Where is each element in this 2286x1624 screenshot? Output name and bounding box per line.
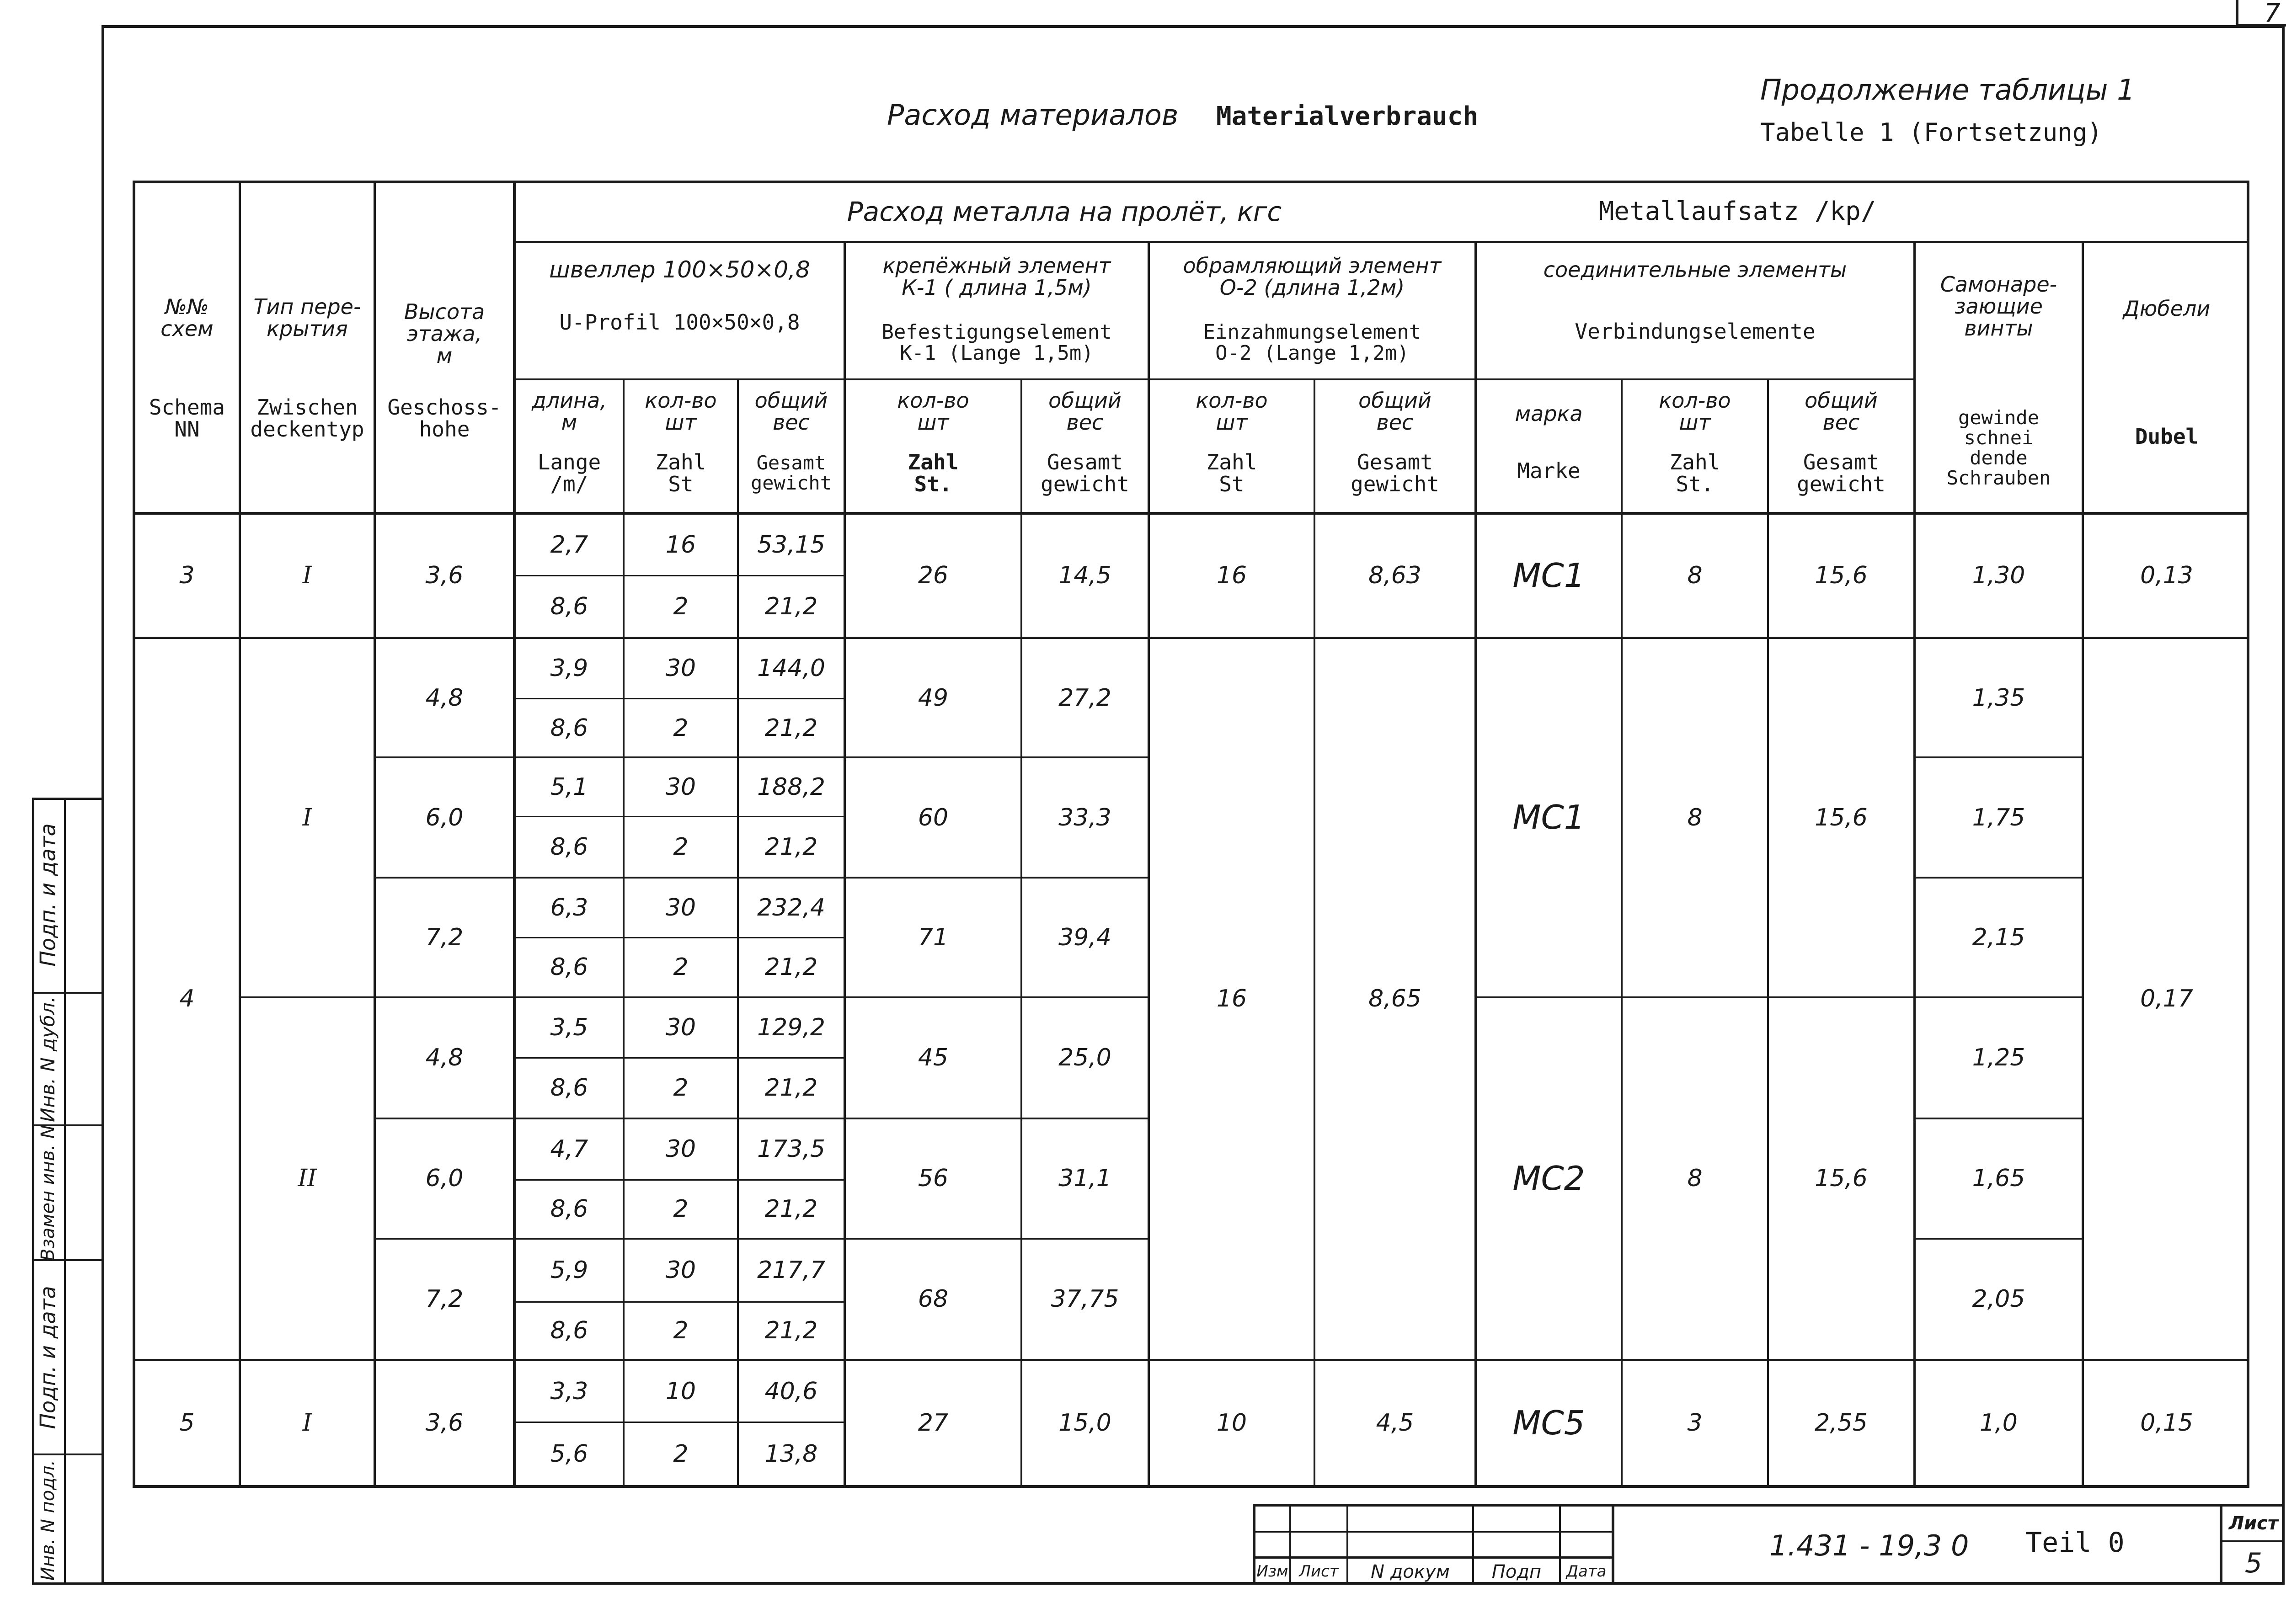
channel-ru: швеллер 100×50×0,8 <box>549 256 810 283</box>
s4-1-scr: 1,75 <box>1972 804 2025 831</box>
s4-5-scr: 2,05 <box>1972 1285 2025 1313</box>
s4-1-q1: 30 <box>665 773 696 801</box>
s4-4-kw: 31,1 <box>1058 1165 1111 1193</box>
s4-3-q2: 2 <box>673 1074 689 1102</box>
s5-ow: 4,5 <box>1376 1409 1414 1437</box>
s4-cq2: 8 <box>1687 1165 1703 1193</box>
s4-1-w2: 21,2 <box>764 833 818 861</box>
s4-5-q1: 30 <box>665 1257 696 1284</box>
s5-kw: 15,0 <box>1058 1409 1111 1437</box>
title-de: Materialverbrauch <box>1216 101 1479 131</box>
continuation-de: Tabelle 1 (Fortsetzung) <box>1760 118 2102 147</box>
s4-5-kw: 37,75 <box>1051 1285 1119 1313</box>
s4-0-w2: 21,2 <box>764 714 818 742</box>
stamp-label-1: Инв. N дубл. <box>37 996 59 1122</box>
screws-de: gewinde schnei dende Schrauben <box>1946 406 2051 490</box>
s4-5-l2: 8,6 <box>550 1317 588 1345</box>
dowel-ru: Дюбели <box>2123 296 2211 321</box>
col-no-de: Schema NN <box>149 394 225 442</box>
s3-w1: 53,15 <box>757 531 825 559</box>
s4-3-q1: 30 <box>665 1014 696 1042</box>
stamp-label-0: Подп. и дата <box>36 823 61 967</box>
tb-vline <box>1612 1504 1614 1585</box>
s4-type1: I <box>302 804 312 831</box>
s4-3-l2: 8,6 <box>550 1074 588 1102</box>
header-metal-ru: Расход металла на пролёт, кгс <box>847 196 1282 228</box>
s5-no: 5 <box>179 1409 195 1437</box>
sub-length-de: Lange /m/ <box>537 449 601 496</box>
col-type-de: Zwischen deckentyp <box>250 394 364 442</box>
s5-screws: 1,0 <box>1980 1409 2018 1437</box>
s5-dowel: 0,15 <box>2140 1409 2193 1437</box>
mark-de: Marke <box>1517 458 1581 483</box>
tb-col-doc: N докум <box>1371 1561 1450 1582</box>
s5-type: I <box>302 1409 312 1437</box>
sheet-label: Лист <box>2228 1513 2279 1534</box>
s4-0-kq: 49 <box>918 684 949 712</box>
title-ru: Расход материалов <box>887 98 1179 132</box>
s4-mark2: МС2 <box>1512 1159 1585 1198</box>
col-no-ru: №№ схем <box>160 294 214 341</box>
cqty-ru: кол-во шт <box>1659 388 1731 435</box>
oweight-ru: общий вес <box>1358 388 1431 435</box>
s3-dowel: 0,13 <box>2140 562 2193 590</box>
s5-w2: 13,8 <box>764 1440 818 1468</box>
s4-3-l1: 3,5 <box>550 1014 588 1042</box>
fweight-ru: общий вес <box>1048 388 1122 435</box>
s3-kw: 14,5 <box>1058 562 1111 590</box>
hline <box>513 378 1913 380</box>
s4-0-q2: 2 <box>673 714 689 742</box>
stamp-label-2: Взамен инв. N <box>37 1124 59 1261</box>
s4-3-h: 4,8 <box>425 1044 464 1072</box>
oweight-de: Gesamt gewicht <box>1351 449 1439 496</box>
s4-2-q2: 2 <box>673 953 689 981</box>
sub-length-ru: длина, м <box>532 388 607 435</box>
fqty-ru: кол-во шт <box>897 388 969 435</box>
s3-oq: 16 <box>1216 562 1247 590</box>
s4-0-h: 4,8 <box>425 684 464 712</box>
s4-3-w1: 129,2 <box>757 1014 825 1042</box>
s4-1-l2: 8,6 <box>550 833 588 861</box>
s4-4-w2: 21,2 <box>764 1195 818 1223</box>
s3-type: I <box>302 562 312 590</box>
col-height-ru: Высота этажа, м <box>404 299 485 368</box>
s4-0-scr: 1,35 <box>1972 684 2025 712</box>
s4-mark1: МС1 <box>1512 798 1585 837</box>
s5-cw: 2,55 <box>1815 1409 1868 1437</box>
cweight-de: Gesamt gewicht <box>1797 449 1885 496</box>
s4-2-w1: 232,4 <box>757 894 825 921</box>
s5-w1: 40,6 <box>764 1377 818 1405</box>
s3-q1: 16 <box>665 531 696 559</box>
fqty-de: Zahl St. <box>908 449 959 496</box>
sub-qty-de: Zahl St <box>655 449 706 496</box>
s4-oq: 16 <box>1216 985 1247 1013</box>
s5-cq: 3 <box>1687 1409 1703 1437</box>
connect-de: Verbindungselemente <box>1575 319 1816 344</box>
s3-screws: 1,30 <box>1972 562 2025 590</box>
s3-w2: 21,2 <box>764 592 818 620</box>
s5-l2: 5,6 <box>550 1440 588 1468</box>
tb-col-izm: Изм <box>1256 1562 1288 1581</box>
cweight-ru: общий вес <box>1805 388 1878 435</box>
dowel-de: Dubel <box>2135 424 2199 449</box>
col-type-ru: Тип пере- крытия <box>253 294 361 341</box>
s4-2-kq: 71 <box>918 923 949 951</box>
s4-3-scr: 1,25 <box>1972 1044 2025 1072</box>
s4-1-q2: 2 <box>673 833 689 861</box>
tb-col-list: Лист <box>1299 1562 1339 1581</box>
doc-code: 1.431 - 19,3 0 <box>1769 1529 1969 1562</box>
fweight-de: Gesamt gewicht <box>1041 449 1129 496</box>
s4-2-l1: 6,3 <box>550 894 588 921</box>
hline <box>513 241 2249 243</box>
s4-2-kw: 39,4 <box>1058 923 1111 951</box>
s3-cq: 8 <box>1687 562 1703 590</box>
s3-ow: 8,63 <box>1368 562 1421 590</box>
s4-1-l1: 5,1 <box>550 773 588 801</box>
s4-4-q1: 30 <box>665 1135 696 1163</box>
sub-weight-de: Gesamt gewicht <box>750 451 832 494</box>
sub-weight-ru: общий вес <box>754 388 828 435</box>
col-height-de: Geschoss- hohe <box>387 394 502 442</box>
s5-height: 3,6 <box>425 1409 464 1437</box>
corner-number: 7 <box>2264 0 2281 28</box>
oqty-de: Zahl St <box>1206 449 1257 496</box>
header-metal-de: Metallaufsatz /kp/ <box>1598 197 1876 227</box>
s4-5-q2: 2 <box>673 1317 689 1345</box>
cqty-de: Zahl St. <box>1669 449 1720 496</box>
fastener-ru: крепёжный элемент К-1 ( длина 1,5м) <box>882 253 1111 300</box>
s3-l2: 8,6 <box>550 592 588 620</box>
s4-4-scr: 1,65 <box>1972 1165 2025 1193</box>
sheet-number: 5 <box>2244 1547 2263 1579</box>
fastener-de: Befestigungselement К-1 (Lange 1,5m) <box>881 320 1112 365</box>
s4-0-l2: 8,6 <box>550 714 588 742</box>
s5-kq: 27 <box>918 1409 949 1437</box>
s5-q2: 2 <box>673 1440 689 1468</box>
s3-cw: 15,6 <box>1815 562 1868 590</box>
tb-col-sign: Подп <box>1491 1561 1542 1582</box>
s4-3-kq: 45 <box>918 1044 949 1072</box>
frame-el-ru: обрамляющий элемент О-2 (длина 1,2м) <box>1183 253 1442 300</box>
s4-cq1: 8 <box>1687 804 1703 831</box>
s5-oq: 10 <box>1216 1409 1247 1437</box>
s4-4-l1: 4,7 <box>550 1135 588 1163</box>
tb-hline <box>1253 1531 1612 1533</box>
s3-mark: МС1 <box>1512 556 1585 595</box>
s4-4-h: 6,0 <box>425 1165 464 1193</box>
s4-4-l2: 8,6 <box>550 1195 588 1223</box>
s4-5-h: 7,2 <box>425 1285 464 1313</box>
s4-no: 4 <box>179 985 195 1013</box>
s4-1-kw: 33,3 <box>1058 804 1111 831</box>
s4-1-w1: 188,2 <box>757 773 825 801</box>
s5-mark: МС5 <box>1512 1403 1585 1442</box>
s4-4-kq: 56 <box>918 1165 949 1193</box>
s4-0-w1: 144,0 <box>757 655 825 682</box>
s4-1-h: 6,0 <box>425 804 464 831</box>
frame-el-de: Einzahmungselement О-2 (Lange 1,2m) <box>1203 320 1421 365</box>
s5-q1: 10 <box>665 1377 696 1405</box>
s4-2-scr: 2,15 <box>1972 923 2025 951</box>
channel-de: U-Profil 100×50×0,8 <box>559 309 800 335</box>
s4-3-kw: 25,0 <box>1058 1044 1111 1072</box>
s4-5-l1: 5,9 <box>550 1257 588 1284</box>
stamp-label-4: Инв. N подл. <box>37 1459 59 1581</box>
s4-1-kq: 60 <box>918 804 949 831</box>
oqty-ru: кол-во шт <box>1196 388 1268 435</box>
tb-col-date: Дата <box>1566 1562 1607 1581</box>
screws-ru: Самонаре- зающие винты <box>1940 272 2057 341</box>
part-label: Teil 0 <box>2025 1527 2125 1559</box>
s4-2-q1: 30 <box>665 894 696 921</box>
s4-5-w1: 217,7 <box>757 1257 825 1284</box>
s4-type2: II <box>298 1165 317 1193</box>
sub-qty-ru: кол-во шт <box>645 388 717 435</box>
s4-cw1: 15,6 <box>1815 804 1868 831</box>
stamp-vline <box>64 798 66 1585</box>
s4-5-kq: 68 <box>918 1285 949 1313</box>
stamp-label-3: Подп. и дата <box>36 1285 61 1429</box>
s3-kq: 26 <box>918 562 949 590</box>
s4-2-h: 7,2 <box>425 923 464 951</box>
s4-0-q1: 30 <box>665 655 696 682</box>
mark-ru: марка <box>1515 401 1583 426</box>
s4-3-w2: 21,2 <box>764 1074 818 1102</box>
s3-q2: 2 <box>673 592 689 620</box>
s4-ow: 8,65 <box>1368 985 1421 1013</box>
s3-no: 3 <box>179 562 195 590</box>
s4-0-l1: 3,9 <box>550 655 588 682</box>
s4-2-l2: 8,6 <box>550 953 588 981</box>
s5-l1: 3,3 <box>550 1377 588 1405</box>
s4-dowel: 0,17 <box>2140 985 2193 1013</box>
s3-l1: 2,7 <box>550 531 588 559</box>
connect-ru: соединительные элементы <box>1543 257 1847 282</box>
s4-4-w1: 173,5 <box>757 1135 825 1163</box>
s4-4-q2: 2 <box>673 1195 689 1223</box>
s4-2-w2: 21,2 <box>764 953 818 981</box>
s3-height: 3,6 <box>425 562 464 590</box>
s4-0-kw: 27,2 <box>1058 684 1111 712</box>
continuation-ru: Продолжение таблицы 1 <box>1760 73 2135 106</box>
s4-5-w2: 21,2 <box>764 1317 818 1345</box>
s4-cw2: 15,6 <box>1815 1165 1868 1193</box>
